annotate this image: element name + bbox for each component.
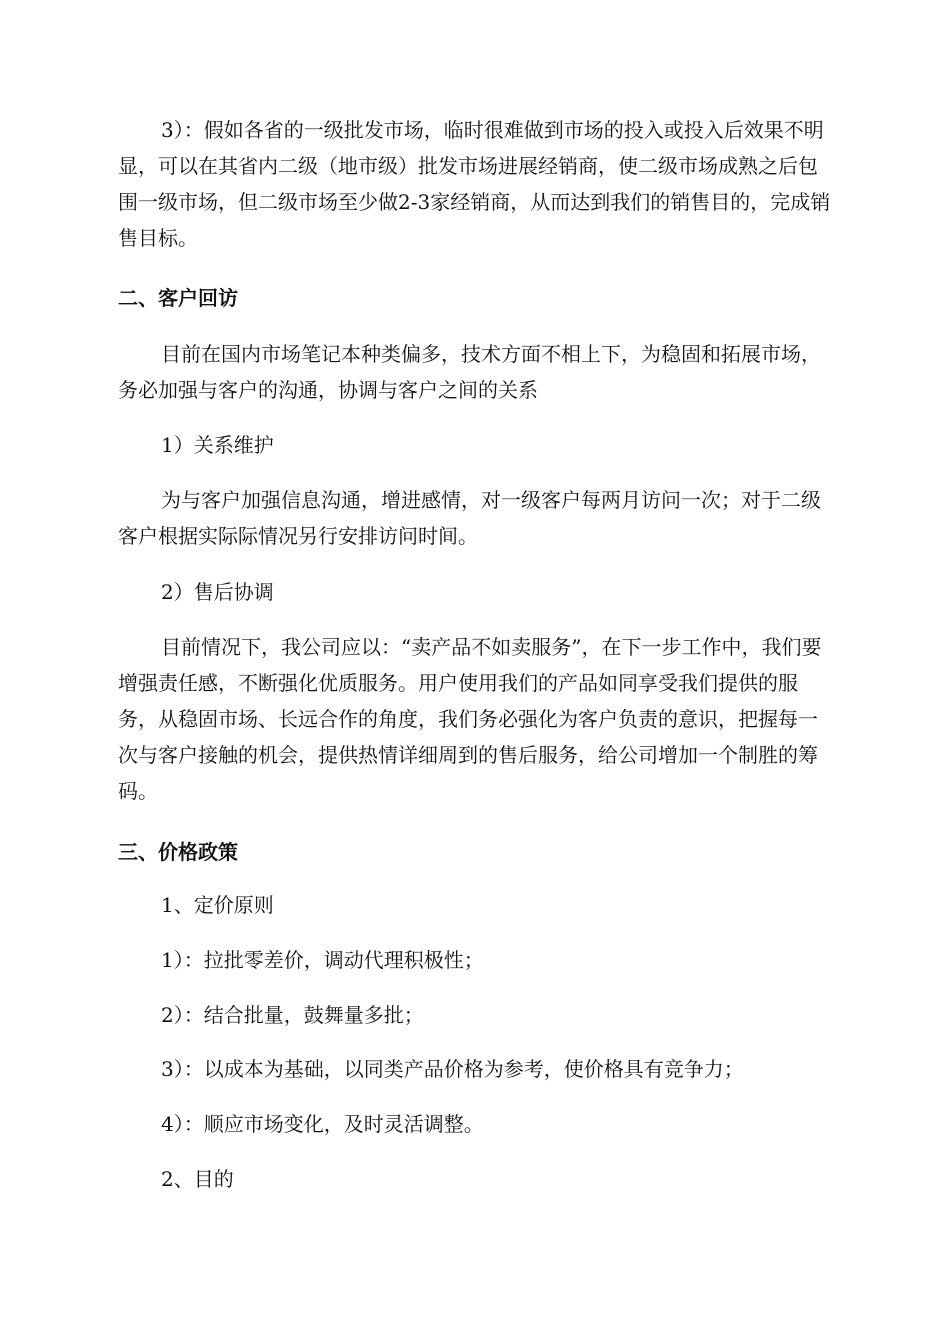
list-item-price-gap: 1）：拉批零差价，调动代理积极性； — [161, 948, 484, 972]
paragraph-customer-communication: 目前在国内市场笔记本种类偏多，技术方面不相上下，为稳固和拓展市场，务必加强与客户的沟通，协调与客户之间的关系 — [118, 342, 821, 402]
list-item-market-adjustment: 4）：顺应市场变化，及时灵活调整。 — [161, 1112, 484, 1136]
section-heading-customer-visit: 二、客户回访 — [118, 286, 238, 310]
section-heading-price-policy: 三、价格政策 — [118, 840, 238, 864]
paragraph-service-quality: 目前情况下，我公司应以：“卖产品不如卖服务”，在下一步工作中，我们要增强责任感，不断强化优质服务。用户使用我们的产品如同享受我们提供的服务，从稳固市场、长远合作的角度，我们务必强化为客户负责的意识，把握每一次与客户接触的机会，提供热情详细周到的售后服务，给公司增加一个制胜的筹码。 — [118, 635, 822, 803]
list-item-cost-basis: 3）：以成本为基础，以同类产品价格为参考，使价格具有竞争力； — [161, 1057, 744, 1081]
subheading-relationship-maintenance: 1）关系维护 — [161, 433, 274, 457]
paragraph-visit-schedule: 为与客户加强信息沟通，增进感情，对一级客户每两月访问一次；对于二级客户根据实际际情况另行安排访问时间。 — [118, 488, 821, 548]
paragraph-market-expansion: 3）：假如各省的一级批发市场，临时很难做到市场的投入或投入后效果不明显，可以在其省内二级（地市级）批发市场进展经销商，使二级市场成熟之后包围一级市场，但二级市场至少做2-3家经销商，从而达到我们的销售目的，完成销售目标。 — [118, 118, 831, 250]
subheading-purpose: 2、目的 — [161, 1167, 234, 1191]
subheading-pricing-principles: 1、定价原则 — [161, 893, 274, 917]
list-item-volume: 2）：结合批量，鼓舞量多批； — [161, 1003, 424, 1027]
subheading-after-sales: 2）售后协调 — [161, 580, 274, 604]
